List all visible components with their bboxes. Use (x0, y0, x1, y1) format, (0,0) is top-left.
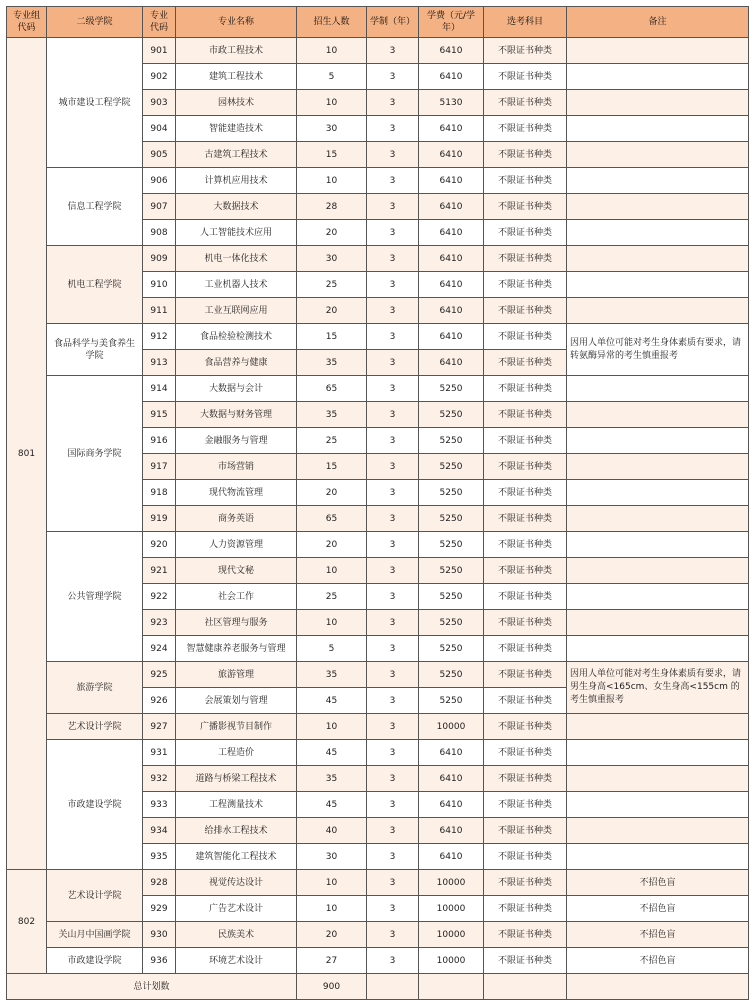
header-remark: 备注 (567, 7, 749, 38)
header-subject: 选考科目 (484, 7, 567, 38)
enrollment-count-cell: 35 (297, 662, 367, 688)
total-empty-cell (484, 974, 567, 1000)
major-code-cell: 931 (143, 740, 176, 766)
major-code-cell: 923 (143, 610, 176, 636)
tuition-cell: 10000 (419, 896, 484, 922)
table-row (7, 922, 749, 948)
tuition-cell: 6410 (419, 220, 484, 246)
header-group-code: 专业组 代码 (7, 7, 47, 38)
subject-cell: 不限证书种类 (484, 688, 567, 714)
tuition-cell: 5250 (419, 428, 484, 454)
years-cell: 3 (367, 740, 419, 766)
major-code-cell: 911 (143, 298, 176, 324)
enrollment-plan-table-container (6, 6, 749, 1000)
subject-cell: 不限证书种类 (484, 662, 567, 688)
major-code-cell: 935 (143, 844, 176, 870)
enrollment-count-cell: 25 (297, 272, 367, 298)
remark-cell (567, 818, 749, 844)
tuition-cell: 6410 (419, 168, 484, 194)
subject-cell: 不限证书种类 (484, 246, 567, 272)
remark-cell (567, 610, 749, 636)
subject-cell: 不限证书种类 (484, 38, 567, 64)
major-code-cell: 924 (143, 636, 176, 662)
major-name-cell: 环境艺术设计 (176, 948, 297, 974)
enrollment-count-cell: 25 (297, 584, 367, 610)
remark-cell (567, 532, 749, 558)
enrollment-count-cell: 10 (297, 896, 367, 922)
remark-cell (567, 558, 749, 584)
remark-cell (567, 168, 749, 194)
enrollment-count-cell: 10 (297, 90, 367, 116)
college-cell: 艺术设计学院 (47, 870, 143, 922)
years-cell: 3 (367, 558, 419, 584)
tuition-cell: 5250 (419, 402, 484, 428)
major-code-cell: 922 (143, 584, 176, 610)
major-name-cell: 工业机器人技术 (176, 272, 297, 298)
remark-note-cell: 因用人单位可能对考生身体素质有要求，请男生身高<165cm、女生身高<155cm 的考生慎重报考 (567, 662, 749, 714)
major-name-cell: 视觉传达设计 (176, 870, 297, 896)
subject-cell: 不限证书种类 (484, 922, 567, 948)
tuition-cell: 6410 (419, 38, 484, 64)
major-code-cell: 905 (143, 142, 176, 168)
college-cell: 机电工程学院 (47, 246, 143, 324)
major-name-cell: 食品营养与健康 (176, 350, 297, 376)
remark-cell (567, 142, 749, 168)
years-cell: 3 (367, 480, 419, 506)
years-cell: 3 (367, 948, 419, 974)
major-name-cell: 建筑智能化工程技术 (176, 844, 297, 870)
major-code-cell: 901 (143, 38, 176, 64)
total-empty-cell (567, 974, 749, 1000)
subject-cell: 不限证书种类 (484, 792, 567, 818)
years-cell: 3 (367, 116, 419, 142)
remark-cell (567, 792, 749, 818)
tuition-cell: 6410 (419, 64, 484, 90)
table-row (7, 740, 749, 766)
major-code-cell: 933 (143, 792, 176, 818)
major-name-cell: 给排水工程技术 (176, 818, 297, 844)
major-code-cell: 902 (143, 64, 176, 90)
enrollment-count-cell: 10 (297, 610, 367, 636)
major-code-cell: 915 (143, 402, 176, 428)
group-code-cell: 801 (7, 38, 47, 870)
remark-note-cell: 因用人单位可能对考生身体素质有要求，请转氨酶异常的考生慎重报考 (567, 324, 749, 376)
years-cell: 3 (367, 922, 419, 948)
years-cell: 3 (367, 610, 419, 636)
major-name-cell: 食品检验检测技术 (176, 324, 297, 350)
major-code-cell: 907 (143, 194, 176, 220)
enrollment-count-cell: 45 (297, 792, 367, 818)
tuition-cell: 6410 (419, 272, 484, 298)
header-major-name: 专业名称 (176, 7, 297, 38)
header-row (7, 7, 749, 38)
major-code-cell: 904 (143, 116, 176, 142)
table-row (7, 246, 749, 272)
subject-cell: 不限证书种类 (484, 402, 567, 428)
tuition-cell: 6410 (419, 844, 484, 870)
table-row (7, 662, 749, 688)
years-cell: 3 (367, 662, 419, 688)
major-name-cell: 智慧健康养老服务与管理 (176, 636, 297, 662)
subject-cell: 不限证书种类 (484, 454, 567, 480)
major-name-cell: 社会工作 (176, 584, 297, 610)
tuition-cell: 5250 (419, 662, 484, 688)
tuition-cell: 10000 (419, 870, 484, 896)
enrollment-count-cell: 20 (297, 480, 367, 506)
remark-cell (567, 116, 749, 142)
tuition-cell: 6410 (419, 324, 484, 350)
major-name-cell: 现代文秘 (176, 558, 297, 584)
college-cell: 信息工程学院 (47, 168, 143, 246)
subject-cell: 不限证书种类 (484, 194, 567, 220)
remark-cell (567, 454, 749, 480)
remark-cell (567, 220, 749, 246)
years-cell: 3 (367, 38, 419, 64)
enrollment-count-cell: 20 (297, 298, 367, 324)
group-code-cell: 802 (7, 870, 47, 974)
major-code-cell: 920 (143, 532, 176, 558)
major-code-cell: 917 (143, 454, 176, 480)
enrollment-count-cell: 30 (297, 246, 367, 272)
major-name-cell: 计算机应用技术 (176, 168, 297, 194)
subject-cell: 不限证书种类 (484, 714, 567, 740)
major-code-cell: 903 (143, 90, 176, 116)
years-cell: 3 (367, 376, 419, 402)
years-cell: 3 (367, 584, 419, 610)
header-college: 二级学院 (47, 7, 143, 38)
tuition-cell: 6410 (419, 766, 484, 792)
remark-cell (567, 64, 749, 90)
subject-cell: 不限证书种类 (484, 168, 567, 194)
table-row (7, 948, 749, 974)
years-cell: 3 (367, 168, 419, 194)
major-code-cell: 906 (143, 168, 176, 194)
major-code-cell: 932 (143, 766, 176, 792)
table-row (7, 376, 749, 402)
major-name-cell: 工程造价 (176, 740, 297, 766)
subject-cell: 不限证书种类 (484, 818, 567, 844)
enrollment-count-cell: 10 (297, 714, 367, 740)
tuition-cell: 6410 (419, 194, 484, 220)
table-row (7, 870, 749, 896)
subject-cell: 不限证书种类 (484, 870, 567, 896)
total-empty-cell (367, 974, 419, 1000)
enrollment-count-cell: 45 (297, 740, 367, 766)
years-cell: 3 (367, 688, 419, 714)
years-cell: 3 (367, 636, 419, 662)
subject-cell: 不限证书种类 (484, 376, 567, 402)
enrollment-count-cell: 10 (297, 38, 367, 64)
subject-cell: 不限证书种类 (484, 506, 567, 532)
remark-cell (567, 90, 749, 116)
enrollment-count-cell: 30 (297, 116, 367, 142)
total-row (7, 974, 749, 1000)
major-name-cell: 道路与桥梁工程技术 (176, 766, 297, 792)
years-cell: 3 (367, 298, 419, 324)
college-cell: 市政建设学院 (47, 740, 143, 870)
subject-cell: 不限证书种类 (484, 584, 567, 610)
remark-cell (567, 402, 749, 428)
major-name-cell: 市政工程技术 (176, 38, 297, 64)
enrollment-count-cell: 15 (297, 454, 367, 480)
enrollment-count-cell: 30 (297, 844, 367, 870)
years-cell: 3 (367, 428, 419, 454)
college-cell: 旅游学院 (47, 662, 143, 714)
tuition-cell: 5250 (419, 506, 484, 532)
enrollment-count-cell: 35 (297, 766, 367, 792)
major-name-cell: 大数据与财务管理 (176, 402, 297, 428)
remark-cell (567, 376, 749, 402)
tuition-cell: 6410 (419, 298, 484, 324)
years-cell: 3 (367, 350, 419, 376)
remark-cell (567, 844, 749, 870)
enrollment-count-cell: 10 (297, 870, 367, 896)
college-cell: 食品科学与美食养生学院 (47, 324, 143, 376)
header-enrollment: 招生人数 (297, 7, 367, 38)
table-row (7, 532, 749, 558)
remark-cell: 不招色盲 (567, 896, 749, 922)
tuition-cell: 6410 (419, 116, 484, 142)
tuition-cell: 5250 (419, 376, 484, 402)
subject-cell: 不限证书种类 (484, 740, 567, 766)
subject-cell: 不限证书种类 (484, 948, 567, 974)
college-cell: 市政建设学院 (47, 948, 143, 974)
major-name-cell: 大数据与会计 (176, 376, 297, 402)
major-name-cell: 会展策划与管理 (176, 688, 297, 714)
remark-cell (567, 506, 749, 532)
years-cell: 3 (367, 844, 419, 870)
remark-cell (567, 766, 749, 792)
years-cell: 3 (367, 90, 419, 116)
tuition-cell: 10000 (419, 714, 484, 740)
years-cell: 3 (367, 246, 419, 272)
enrollment-count-cell: 27 (297, 948, 367, 974)
tuition-cell: 5250 (419, 454, 484, 480)
enrollment-count-cell: 10 (297, 168, 367, 194)
enrollment-count-cell: 20 (297, 922, 367, 948)
major-code-cell: 912 (143, 324, 176, 350)
subject-cell: 不限证书种类 (484, 350, 567, 376)
years-cell: 3 (367, 194, 419, 220)
major-name-cell: 民族美术 (176, 922, 297, 948)
remark-cell (567, 194, 749, 220)
years-cell: 3 (367, 142, 419, 168)
enrollment-count-cell: 28 (297, 194, 367, 220)
major-name-cell: 园林技术 (176, 90, 297, 116)
major-name-cell: 商务英语 (176, 506, 297, 532)
enrollment-count-cell: 15 (297, 142, 367, 168)
total-label: 总计划数 (7, 974, 297, 1000)
remark-cell (567, 714, 749, 740)
major-code-cell: 914 (143, 376, 176, 402)
table-row (7, 168, 749, 194)
years-cell: 3 (367, 220, 419, 246)
remark-cell (567, 272, 749, 298)
remark-cell (567, 480, 749, 506)
major-name-cell: 建筑工程技术 (176, 64, 297, 90)
remark-cell (567, 298, 749, 324)
subject-cell: 不限证书种类 (484, 298, 567, 324)
years-cell: 3 (367, 324, 419, 350)
subject-cell: 不限证书种类 (484, 636, 567, 662)
years-cell: 3 (367, 532, 419, 558)
major-name-cell: 机电一体化技术 (176, 246, 297, 272)
major-name-cell: 旅游管理 (176, 662, 297, 688)
remark-cell (567, 428, 749, 454)
years-cell: 3 (367, 818, 419, 844)
years-cell: 3 (367, 792, 419, 818)
subject-cell: 不限证书种类 (484, 480, 567, 506)
remark-cell (567, 584, 749, 610)
remark-cell: 不招色盲 (567, 922, 749, 948)
major-name-cell: 广告艺术设计 (176, 896, 297, 922)
subject-cell: 不限证书种类 (484, 558, 567, 584)
years-cell: 3 (367, 272, 419, 298)
remark-cell: 不招色盲 (567, 948, 749, 974)
major-name-cell: 人力资源管理 (176, 532, 297, 558)
major-name-cell: 社区管理与服务 (176, 610, 297, 636)
college-cell: 城市建设工程学院 (47, 38, 143, 168)
major-name-cell: 现代物流管理 (176, 480, 297, 506)
enrollment-count-cell: 10 (297, 558, 367, 584)
table-row (7, 38, 749, 64)
remark-cell (567, 38, 749, 64)
enrollment-count-cell: 5 (297, 64, 367, 90)
major-code-cell: 928 (143, 870, 176, 896)
subject-cell: 不限证书种类 (484, 116, 567, 142)
enrollment-count-cell: 65 (297, 376, 367, 402)
college-cell: 关山月中国画学院 (47, 922, 143, 948)
major-code-cell: 908 (143, 220, 176, 246)
tuition-cell: 6410 (419, 350, 484, 376)
major-code-cell: 909 (143, 246, 176, 272)
subject-cell: 不限证书种类 (484, 428, 567, 454)
tuition-cell: 5250 (419, 558, 484, 584)
enrollment-count-cell: 5 (297, 636, 367, 662)
major-code-cell: 910 (143, 272, 176, 298)
tuition-cell: 5130 (419, 90, 484, 116)
major-code-cell: 927 (143, 714, 176, 740)
tuition-cell: 10000 (419, 922, 484, 948)
table-row (7, 714, 749, 740)
enrollment-count-cell: 65 (297, 506, 367, 532)
tuition-cell: 10000 (419, 948, 484, 974)
enrollment-count-cell: 20 (297, 220, 367, 246)
tuition-cell: 6410 (419, 792, 484, 818)
major-name-cell: 古建筑工程技术 (176, 142, 297, 168)
major-code-cell: 936 (143, 948, 176, 974)
header-major-code: 专业 代码 (143, 7, 176, 38)
college-cell: 国际商务学院 (47, 376, 143, 532)
total-count: 900 (297, 974, 367, 1000)
tuition-cell: 5250 (419, 636, 484, 662)
major-code-cell: 919 (143, 506, 176, 532)
years-cell: 3 (367, 714, 419, 740)
major-code-cell: 921 (143, 558, 176, 584)
enrollment-count-cell: 35 (297, 402, 367, 428)
major-name-cell: 工业互联网应用 (176, 298, 297, 324)
enrollment-count-cell: 45 (297, 688, 367, 714)
major-name-cell: 人工智能技术应用 (176, 220, 297, 246)
major-code-cell: 934 (143, 818, 176, 844)
tuition-cell: 6410 (419, 142, 484, 168)
remark-cell: 不招色盲 (567, 870, 749, 896)
college-cell: 公共管理学院 (47, 532, 143, 662)
major-code-cell: 925 (143, 662, 176, 688)
enrollment-count-cell: 15 (297, 324, 367, 350)
years-cell: 3 (367, 766, 419, 792)
tuition-cell: 6410 (419, 740, 484, 766)
enrollment-count-cell: 25 (297, 428, 367, 454)
enrollment-count-cell: 20 (297, 532, 367, 558)
enrollment-count-cell: 40 (297, 818, 367, 844)
major-name-cell: 市场营销 (176, 454, 297, 480)
years-cell: 3 (367, 64, 419, 90)
subject-cell: 不限证书种类 (484, 272, 567, 298)
subject-cell: 不限证书种类 (484, 766, 567, 792)
major-name-cell: 大数据技术 (176, 194, 297, 220)
remark-cell (567, 740, 749, 766)
major-name-cell: 智能建造技术 (176, 116, 297, 142)
tuition-cell: 5250 (419, 584, 484, 610)
tuition-cell: 5250 (419, 480, 484, 506)
subject-cell: 不限证书种类 (484, 610, 567, 636)
tuition-cell: 6410 (419, 818, 484, 844)
tuition-cell: 5250 (419, 532, 484, 558)
subject-cell: 不限证书种类 (484, 896, 567, 922)
table-row (7, 324, 749, 350)
years-cell: 3 (367, 896, 419, 922)
major-name-cell: 工程测量技术 (176, 792, 297, 818)
major-code-cell: 930 (143, 922, 176, 948)
enrollment-plan-table (6, 6, 749, 1000)
subject-cell: 不限证书种类 (484, 64, 567, 90)
tuition-cell: 6410 (419, 246, 484, 272)
major-code-cell: 916 (143, 428, 176, 454)
tuition-cell: 5250 (419, 610, 484, 636)
subject-cell: 不限证书种类 (484, 324, 567, 350)
subject-cell: 不限证书种类 (484, 220, 567, 246)
subject-cell: 不限证书种类 (484, 142, 567, 168)
major-name-cell: 广播影视节目制作 (176, 714, 297, 740)
subject-cell: 不限证书种类 (484, 844, 567, 870)
major-code-cell: 918 (143, 480, 176, 506)
remark-cell (567, 246, 749, 272)
total-empty-cell (419, 974, 484, 1000)
major-code-cell: 913 (143, 350, 176, 376)
header-tuition: 学费（元/学 年） (419, 7, 484, 38)
years-cell: 3 (367, 402, 419, 428)
major-code-cell: 929 (143, 896, 176, 922)
subject-cell: 不限证书种类 (484, 90, 567, 116)
subject-cell: 不限证书种类 (484, 532, 567, 558)
major-code-cell: 926 (143, 688, 176, 714)
remark-cell (567, 636, 749, 662)
tuition-cell: 5250 (419, 688, 484, 714)
years-cell: 3 (367, 454, 419, 480)
college-cell: 艺术设计学院 (47, 714, 143, 740)
years-cell: 3 (367, 870, 419, 896)
enrollment-count-cell: 35 (297, 350, 367, 376)
major-name-cell: 金融服务与管理 (176, 428, 297, 454)
header-years: 学制（年） (367, 7, 419, 38)
years-cell: 3 (367, 506, 419, 532)
